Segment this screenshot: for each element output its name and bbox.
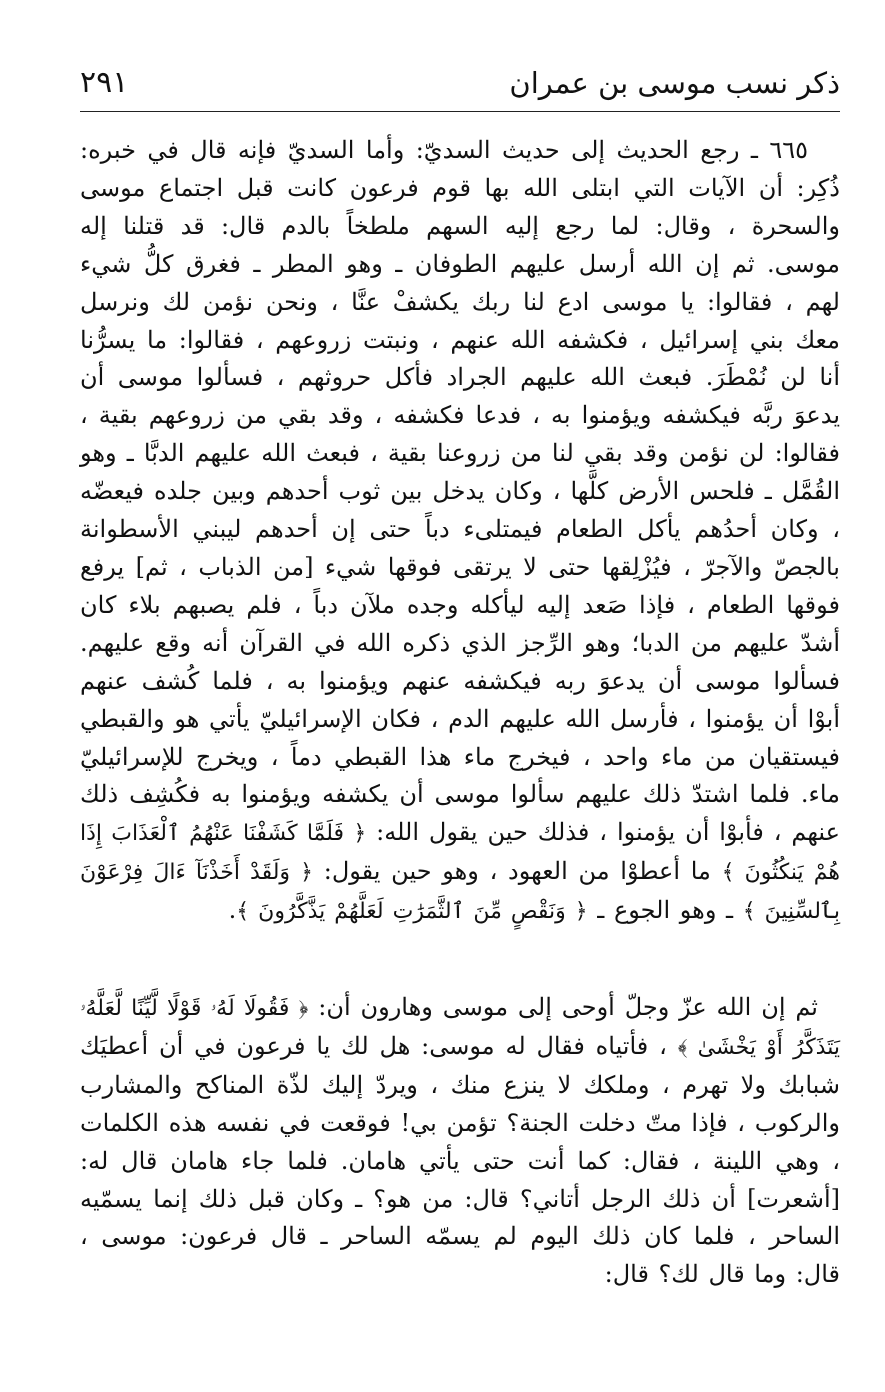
page-header	[80, 62, 840, 108]
paragraph-text: ـ رجع الحديث إلى حديث السديّ: وأما السديّ فإنه قال في خبره: ذُكِر: أن الآيات التي ابتلى الله بها قوم فرعون كانت قبل اجتماع موسى والسحرة ، وقال: لما رجع إليه السهم ملطخاً بالدم قال: قد قتلنا إله موسى. ثم إن الله أرسل عليهم الطوفان ـ وهو المطر ـ فغرق كلُّ شيء لهم ، فقالوا: يا موسى ادع لنا ربك يكشفْ عنَّا ، ونحن نؤمن لك ونرسل معك بني إسرائيل ، فكشفه الله عنهم ، ونبتت زروعهم ، فقالوا: ما يسرُّنا أنا لن نُمْطَرَ. فبعث الله عليهم الجراد فأكل حروثهم ، فسألوا موسى أن يدعوَ ربَّه فيكشفه ويؤمنوا به ، فدعا فكشفه ، وقد بقي من زروعهم بقية ، فقالوا: لن نؤمن وقد بقي لنا من زروعنا بقية ، فبعث الله عليهم الدبَّا ـ وهو القُمَّل ـ فلحس الأرض كلَّها ، وكان يدخل بين ثوب أحدهم وبين جلده فيعضّه ، وكان أحدُهم يأكل الطعام فيمتلىء دباً حتى إن أحدهم ليبني الأسطوانة بالجصّ والآجرّ ، فيُزْلِقها حتى لا يرتقى فوقها شيء [من الذباب ، ثم] يرفع فوقها الطعام ، فإذا صَعد إليه ليأكله وجده ملآن دباً ، فلم يصبهم بلاء كان أشدّ عليهم من الدبا؛ وهو الرِّجز الذي ذكره الله في القرآن أنه وقع عليهم. فسألوا موسى أن يدعوَ ربه فيكشفه عنهم ويؤمنوا به ، فلما كُشف عنهم أبوْا أن يؤمنوا ، فأرسل الله عليهم الدم ، فكان الإسرائيليّ يأتي هو والقبطي فيستقيان من ماء واحد ، فيخرج ماء هذا القبطي دماً ، ويخرج للإسرائيليّ ماء. فلما اشتدّ ذلك عليهم سألوا موسى أن يكشفه ويؤمنوا به فكُشِف ذلك عنهم ، فأبوْا أن يؤمنوا ، فذلك حين يقول الله:	[80, 136, 840, 847]
body-text	[80, 132, 840, 1294]
page-number: ٢٩١	[80, 65, 129, 100]
paragraph-text: ثم إن الله عزّ وجلّ أوحى إلى موسى وهارون أن:	[318, 993, 818, 1022]
paragraph-text: ، فأتياه فقال له موسى: هل لك يا فرعون في أن أعطيَك شبابك ولا تهرم ، وملكك لا ينزع منك ، ويردّ إليك لذّة المناكح والمشارب والركوب ، فإذا متّ دخلت الجنة؟ تؤمن بي! فوقعت في نفسه هذه الكلمات ، وهي اللينة ، فقال: كما أنت حتى يأتي هامان. فلما جاء هامان قال له: [أشعرت] أن ذلك الرجل أتاني؟ قال: من هو؟ ـ وكان قبل ذلك إنما يسمّيه الساحر ، فلما كان ذلك اليوم لم يسمّه الساحر ـ قال فرعون: موسى ، قال: وما قال لك؟ قال:	[80, 1031, 840, 1289]
quran-verse: ﴿ وَلَقَدْ أَخَذْنَآ ءَالَ فِرْعَوْنَ بِٱلسِّنِينَ ﴾	[80, 860, 840, 925]
paragraph-text: ما أعطوْا من العهود ، وهو حين يقول:	[323, 857, 711, 886]
paragraph-second	[80, 989, 840, 1294]
paragraph-text: ـ وهو الجوع ـ	[597, 896, 734, 925]
paragraph-665	[80, 132, 840, 931]
header-rule	[80, 111, 840, 112]
running-title: ذكر نسب موسى بن عمران	[509, 66, 840, 100]
quran-verse: ﴿ فَلَمَّا كَشَفْنَا عَنْهُمُ ٱلْعَذَابَ إِذَا هُمْ يَنكُثُونَ ﴾	[80, 821, 840, 886]
quran-verse: ﴿ فَقُولَا لَهُۥ قَوْلًا لَّيِّنًا لَّعَلَّهُۥ يَتَذَكَّرُ أَوْ يَخْشَىٰ ﴾	[80, 996, 840, 1060]
quran-verse: ﴿ وَنَقْصٍ مِّنَ ٱلثَّمَرَٰتِ لَعَلَّهُمْ يَذَّكَّرُونَ ﴾	[236, 899, 588, 925]
paragraph-number: ٦٦٥	[769, 136, 808, 164]
paragraph-text: .	[228, 896, 237, 925]
